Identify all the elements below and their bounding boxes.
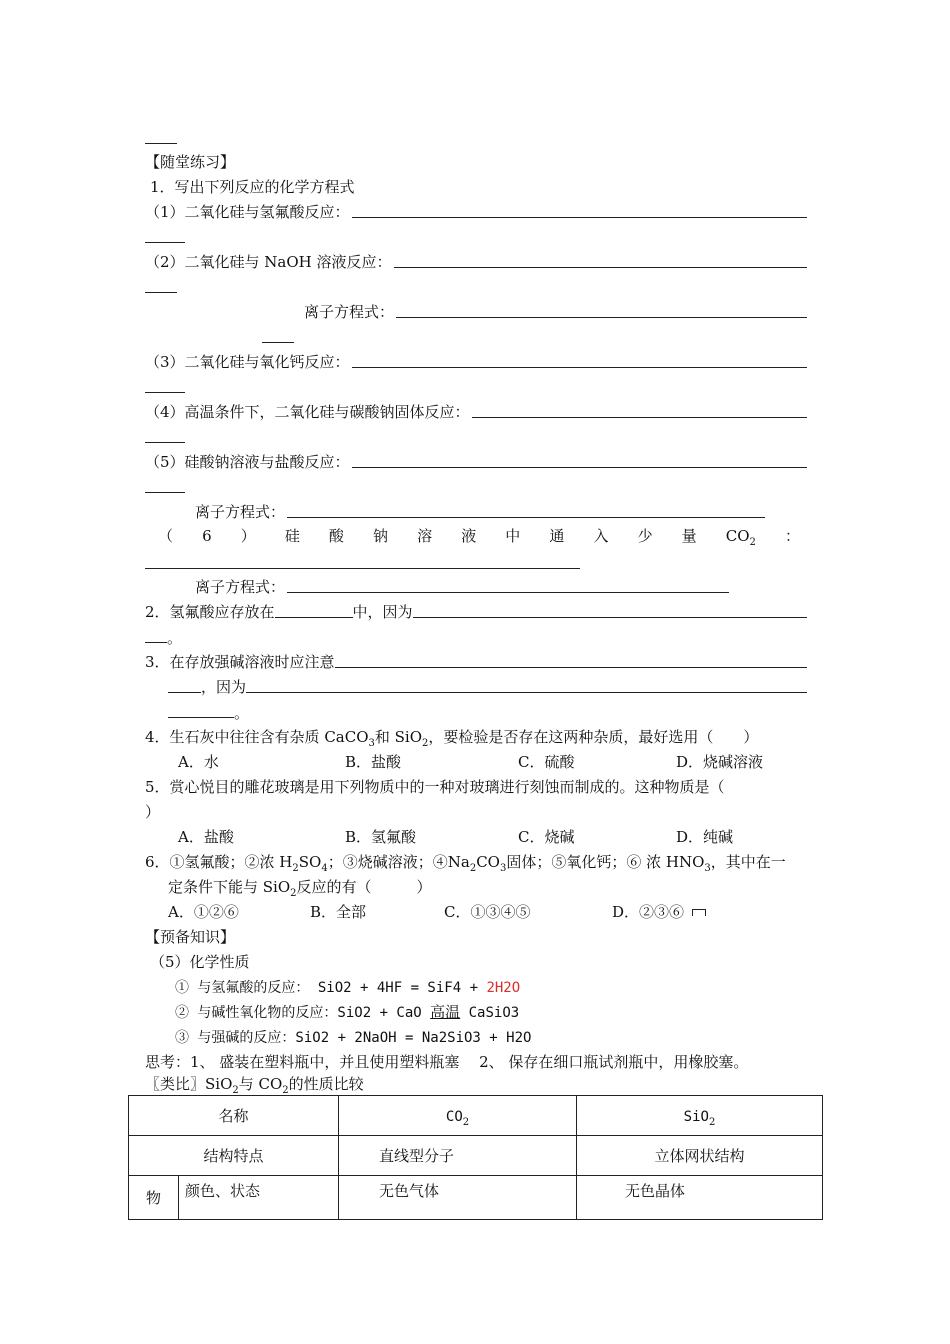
ion-label: 离子方程式：	[304, 303, 395, 321]
q3-text-a: 3．在存放强碱溶液时应注意	[145, 653, 335, 671]
answer-blank[interactable]	[352, 350, 807, 368]
q6-line2: 定条件下能与 SiO$_2$反应的有（ ）	[168, 878, 432, 899]
table-row	[129, 1136, 823, 1176]
reaction-2: ② 与碱性氧化物的反应：SiO2 + CaO 高温 CaSiO3	[175, 1003, 520, 1021]
blank-continuation[interactable]	[145, 425, 807, 449]
condition-high-temp: 高温	[430, 1003, 461, 1021]
comparison-table	[128, 1095, 823, 1220]
q1-item-2	[145, 250, 807, 274]
q6-char: 钠	[373, 527, 389, 545]
answer-blank[interactable]	[472, 400, 807, 418]
q6-char: （	[158, 527, 174, 545]
option-c[interactable]: C．烧碱	[518, 828, 575, 846]
q3-line2	[168, 675, 807, 699]
q1-item-5	[145, 450, 807, 474]
q1-item-5-label: （5）硅酸钠溶液与盐酸反应：	[145, 453, 350, 471]
q6-char: ）	[240, 527, 256, 545]
q1-item-3	[145, 350, 807, 374]
header-name: 名称	[129, 1096, 339, 1136]
reaction-1: ① 与氢氟酸的反应： SiO2 + 4HF = SiF4 + 2H2O	[175, 980, 521, 996]
compare-title: 〖类比〗SiO$_2$与 $CO_2$的性质比较	[145, 1075, 364, 1096]
answer-blank[interactable]	[413, 600, 807, 618]
q1-item-4-label: （4）高温条件下，二氧化硅与碳酸钠固体反应：	[145, 403, 470, 421]
prep-header: 【预备知识】	[145, 928, 236, 946]
q5-options	[178, 825, 840, 849]
think: 思考：1、 盛装在塑料瓶中，并且使用塑料瓶塞 2、 保存在细口瓶试剂瓶中，用橡胶塞。	[145, 1053, 749, 1071]
q1-item-3-label: （3）二氧化硅与氧化钙反应：	[145, 353, 350, 371]
q1-title: 1．写出下列反应的化学方程式	[150, 178, 355, 196]
option-a[interactable]: A．盐酸	[178, 828, 234, 846]
option-a[interactable]: A．①②⑥	[168, 903, 239, 921]
red-product: 2H2O	[486, 980, 521, 996]
q2-text-a: 2．氢氟酸应存放在	[145, 603, 275, 621]
q6-char: 6	[202, 527, 212, 545]
answer-blank[interactable]	[335, 650, 807, 668]
sio2-structure: 立体网状结构	[577, 1136, 823, 1176]
practice-header: 【随堂练习】	[145, 153, 236, 171]
answer-blank[interactable]	[168, 700, 234, 718]
header-sio2: SiO$_2$	[577, 1096, 823, 1136]
q6-colon: ：	[784, 527, 800, 545]
q6-char: 酸	[328, 527, 344, 545]
blank-continuation[interactable]	[145, 275, 807, 299]
q2	[145, 600, 807, 624]
q6-options	[168, 900, 830, 924]
q2-text-b: 中，因为	[352, 603, 413, 621]
q1-item-4	[145, 400, 807, 424]
q1-item-5-ion	[195, 500, 765, 524]
q5: 5．赏心悦目的雕花玻璃是用下列物质中的一种对玻璃进行刻蚀而制成的。这种物质是（	[145, 778, 725, 796]
answer-blank[interactable]	[145, 625, 167, 643]
answer-blank[interactable]	[287, 500, 765, 518]
blank-continuation[interactable]	[262, 325, 924, 349]
q6: 6．①氢氟酸；②浓 $H_2SO_4$；③烧碱溶液；$④Na_2CO_3$固体；⑤氧化钙；⑥ 浓 $HNO_3$，其中在一	[145, 853, 786, 874]
q6-char: 硅	[284, 527, 300, 545]
q6-char: 少	[637, 527, 653, 545]
blank-continuation[interactable]	[145, 225, 807, 249]
answer-blank[interactable]	[352, 200, 807, 218]
option-d[interactable]: D．烧碱溶液	[676, 753, 764, 771]
answer-blank[interactable]	[396, 300, 807, 318]
option-c[interactable]: C．①③④⑤	[444, 903, 531, 921]
q3	[145, 650, 807, 674]
row-group-label: 物	[129, 1176, 179, 1220]
top-blank-line	[145, 126, 807, 150]
answer-blank[interactable]	[287, 575, 729, 593]
q1-item-2-label: （2）二氧化硅与 NaOH 溶液反应：	[145, 253, 392, 271]
table-header-row	[129, 1096, 823, 1136]
q2-continuation: 。	[145, 625, 807, 649]
q5-cont: ）	[145, 803, 161, 821]
row-label: 颜色、状态	[179, 1176, 339, 1220]
q1-item-6	[158, 524, 800, 548]
co2-formula: $CO_2$	[725, 527, 756, 548]
co2-state: 无色气体	[339, 1176, 577, 1220]
header-co2: $CO_2$	[339, 1096, 577, 1136]
q3-text-b: ，因为	[201, 678, 247, 696]
q3-line3: 。	[168, 700, 830, 724]
option-d[interactable]: D．②③⑥	[612, 903, 685, 921]
co2-structure: 直线型分子	[339, 1136, 577, 1176]
q6-char: 通	[549, 527, 565, 545]
q4: 4．生石灰中往往含有杂质 CaCO$_3$和 SiO$_2$，要检验是否存在这两种杂质，最好选用（ ）	[145, 728, 759, 749]
blank-continuation[interactable]	[145, 475, 807, 499]
q1-item-1-label: （1）二氧化硅与氢氟酸反应：	[145, 203, 350, 221]
option-b[interactable]: B．氢氟酸	[345, 828, 417, 846]
row-label: 结构特点	[129, 1136, 339, 1176]
blank-continuation[interactable]	[145, 375, 807, 399]
answer-blank[interactable]	[394, 250, 807, 268]
q1-item-1	[145, 200, 807, 224]
q6-char: 液	[461, 527, 477, 545]
blank-line[interactable]	[145, 552, 807, 576]
q1-item-6-ion	[195, 575, 729, 599]
bracket-mark-icon	[692, 909, 706, 916]
answer-blank[interactable]	[168, 675, 201, 693]
option-d[interactable]: D．纯碱	[676, 828, 734, 846]
answer-blank[interactable]	[246, 675, 807, 693]
q6-char: 中	[505, 527, 521, 545]
table-row	[129, 1176, 823, 1220]
answer-blank[interactable]	[275, 600, 353, 618]
option-b[interactable]: B．全部	[310, 903, 367, 921]
sio2-state: 无色晶体	[577, 1176, 823, 1220]
ion-label: 离子方程式：	[195, 503, 286, 521]
ion-label: 离子方程式：	[195, 578, 286, 596]
reaction-3: ③ 与强碱的反应：SiO2 + 2NaOH = Na2SiO3 + H2O	[175, 1030, 532, 1046]
q6-char: 溶	[417, 527, 433, 545]
option-a[interactable]: A．水	[178, 753, 219, 771]
option-c[interactable]: C．硫酸	[518, 753, 575, 771]
q4-options	[178, 750, 840, 774]
prep-sub: （5）化学性质	[150, 953, 250, 971]
option-b[interactable]: B．盐酸	[345, 753, 402, 771]
q6-char: 量	[681, 527, 697, 545]
answer-blank[interactable]	[352, 450, 807, 468]
q6-char: 入	[593, 527, 609, 545]
q1-item-2-ion	[304, 300, 807, 324]
